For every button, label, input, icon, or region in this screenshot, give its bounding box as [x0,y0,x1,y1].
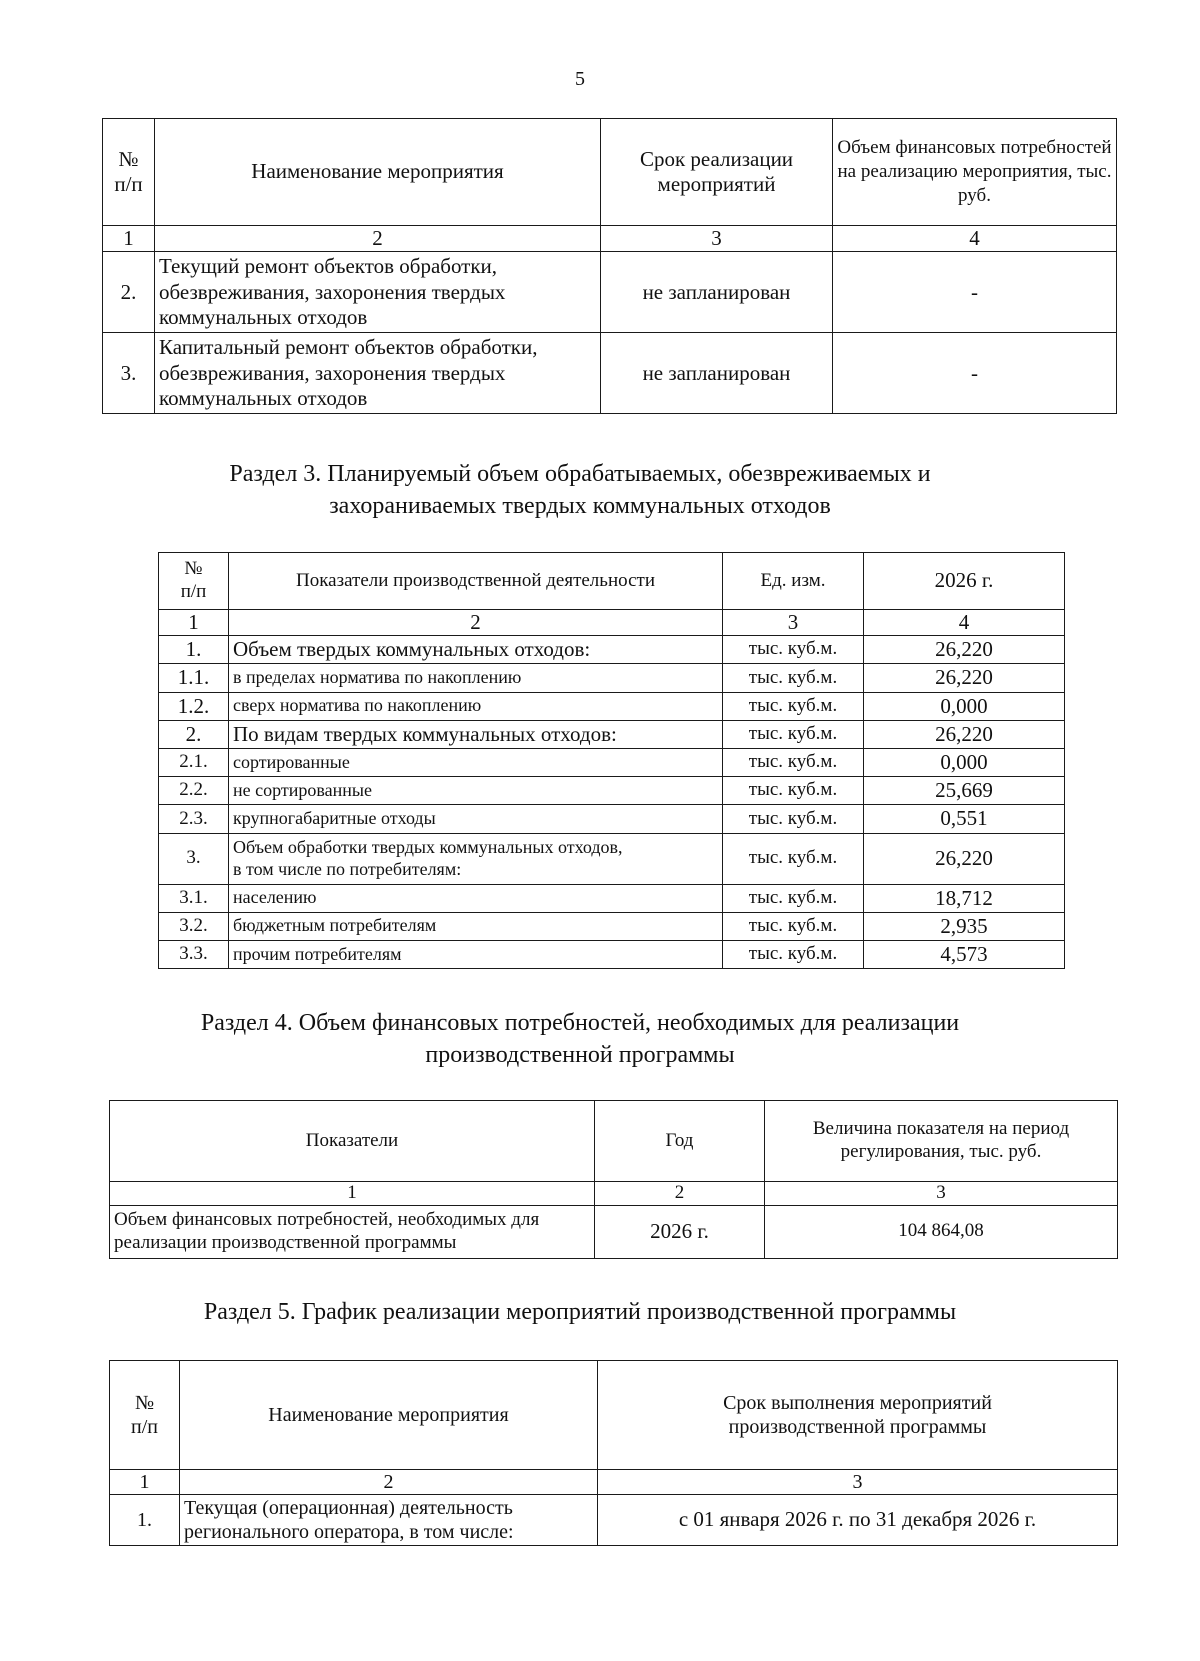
col-number: 1 [159,610,229,636]
row-value: 26,220 [864,636,1065,664]
col-number: 2 [595,1182,765,1206]
row-value: 4,573 [864,940,1065,968]
row-num: 2.1. [159,748,229,776]
row-name: сортированные [229,748,723,776]
section4-title: Раздел 4. Объем финансовых потребностей, необходимых для реализации производственной программы [200,1010,960,1069]
col-number: 3 [598,1470,1118,1495]
table-row [110,1205,1118,1258]
header-year: 2026 г. [864,553,1065,610]
table-row [103,252,1117,333]
col-number: 3 [601,226,833,252]
col-number: 1 [110,1182,595,1206]
row-name: Объем обработки твердых коммунальных отходов, в том числе по потребителям: [229,833,723,884]
row-name: Объем финансовых потребностей, необходимых для реализации производственной программы [110,1205,595,1258]
row-amount: - [833,333,1117,414]
row-num: 1. [110,1495,180,1546]
header-name: Наименование мероприятия [155,119,601,226]
row-unit: тыс. куб.м. [723,912,864,940]
row-value: 18,712 [864,884,1065,912]
row-value: 26,220 [864,720,1065,748]
header-num: № п/п [159,553,229,610]
col-number: 4 [833,226,1117,252]
row-num: 1.1. [159,664,229,692]
row-unit: тыс. куб.м. [723,940,864,968]
row-value: 26,220 [864,664,1065,692]
table-row [159,940,1065,968]
row-term: с 01 января 2026 г. по 31 декабря 2026 г. [598,1495,1118,1546]
header-unit: Ед. изм. [723,553,864,610]
row-unit: тыс. куб.м. [723,664,864,692]
section5-title: Раздел 5. График реализации мероприятий производственной программы [203,1299,957,1325]
row-num: 2. [103,252,155,333]
row-name: прочим потребителям [229,940,723,968]
column-number-row [110,1182,1118,1206]
row-name: крупногабаритные отходы [229,805,723,833]
col-number: 3 [723,610,864,636]
row-unit: тыс. куб.м. [723,692,864,720]
table-row [159,912,1065,940]
row-num: 1.2. [159,692,229,720]
table-row [159,805,1065,833]
header-term: Срок реализации мероприятий [601,119,833,226]
row-num: 3.1. [159,884,229,912]
col-number: 4 [864,610,1065,636]
row-unit: тыс. куб.м. [723,720,864,748]
header-amount: Объем финансовых потребностей на реализацию мероприятия, тыс. руб. [833,119,1117,226]
row-value: 104 864,08 [765,1205,1118,1258]
row-num: 2. [159,720,229,748]
row-unit: тыс. куб.м. [723,805,864,833]
table-header-row [110,1101,1118,1182]
row-name: сверх норматива по накоплению [229,692,723,720]
header-indicators: Показатели [110,1101,595,1182]
header-num: № п/п [110,1361,180,1470]
row-unit: тыс. куб.м. [723,636,864,664]
row-name: не сортированные [229,777,723,805]
row-name: бюджетным потребителям [229,912,723,940]
activities-table [102,118,1117,414]
table-row [103,333,1117,414]
row-num: 2.3. [159,805,229,833]
col-number: 3 [765,1182,1118,1206]
row-num: 3. [159,833,229,884]
row-name: Капитальный ремонт объектов обработки, обезвреживания, захоронения твердых коммунальных отходов [155,333,601,414]
waste-volume-table [158,552,1065,969]
row-unit: тыс. куб.м. [723,777,864,805]
table-row [159,777,1065,805]
col-number: 2 [229,610,723,636]
col-number: 2 [155,226,601,252]
column-number-row [103,226,1117,252]
row-unit: тыс. куб.м. [723,833,864,884]
row-num: 3.3. [159,940,229,968]
row-name: Текущая (операционная) деятельность регионального оператора, в том числе: [180,1495,598,1546]
row-value: 26,220 [864,833,1065,884]
row-value: 0,000 [864,748,1065,776]
row-unit: тыс. куб.м. [723,884,864,912]
table-header-row [103,119,1117,226]
table-row [159,720,1065,748]
table-row [159,664,1065,692]
row-amount: - [833,252,1117,333]
header-name: Наименование мероприятия [180,1361,598,1470]
column-number-row [110,1470,1118,1495]
row-name: в пределах норматива по накоплению [229,664,723,692]
table-row [159,692,1065,720]
table-row [159,884,1065,912]
row-num: 3. [103,333,155,414]
financial-needs-table [109,1100,1118,1259]
row-value: 2,935 [864,912,1065,940]
row-unit: тыс. куб.м. [723,748,864,776]
row-num: 2.2. [159,777,229,805]
row-value: 0,000 [864,692,1065,720]
header-term: Срок выполнения мероприятий производственной программы [598,1361,1118,1470]
row-term: не запланирован [601,252,833,333]
table-header-row [110,1361,1118,1470]
row-name: По видам твердых коммунальных отходов: [229,720,723,748]
header-indicator: Показатели производственной деятельности [229,553,723,610]
col-number: 2 [180,1470,598,1495]
row-num: 3.2. [159,912,229,940]
table-row [159,636,1065,664]
col-number: 1 [110,1470,180,1495]
row-year: 2026 г. [595,1205,765,1258]
row-name: Объем твердых коммунальных отходов: [229,636,723,664]
row-name: населению [229,884,723,912]
row-value: 25,669 [864,777,1065,805]
header-value: Величина показателя на период регулирования, тыс. руб. [765,1101,1118,1182]
row-term: не запланирован [601,333,833,414]
header-year: Год [595,1101,765,1182]
table-row [159,833,1065,884]
schedule-table [109,1360,1118,1546]
section3-title: Раздел 3. Планируемый объем обрабатываемых, обезвреживаемых и захораниваемых твердых коммунальных отходов [229,461,931,520]
row-value: 0,551 [864,805,1065,833]
col-number: 1 [103,226,155,252]
header-num: № п/п [103,119,155,226]
column-number-row [159,610,1065,636]
table-row [110,1495,1118,1546]
row-num: 1. [159,636,229,664]
table-header-row [159,553,1065,610]
page-number: 5 [575,68,585,90]
row-name: Текущий ремонт объектов обработки, обезвреживания, захоронения твердых коммунальных отходов [155,252,601,333]
table-row [159,748,1065,776]
